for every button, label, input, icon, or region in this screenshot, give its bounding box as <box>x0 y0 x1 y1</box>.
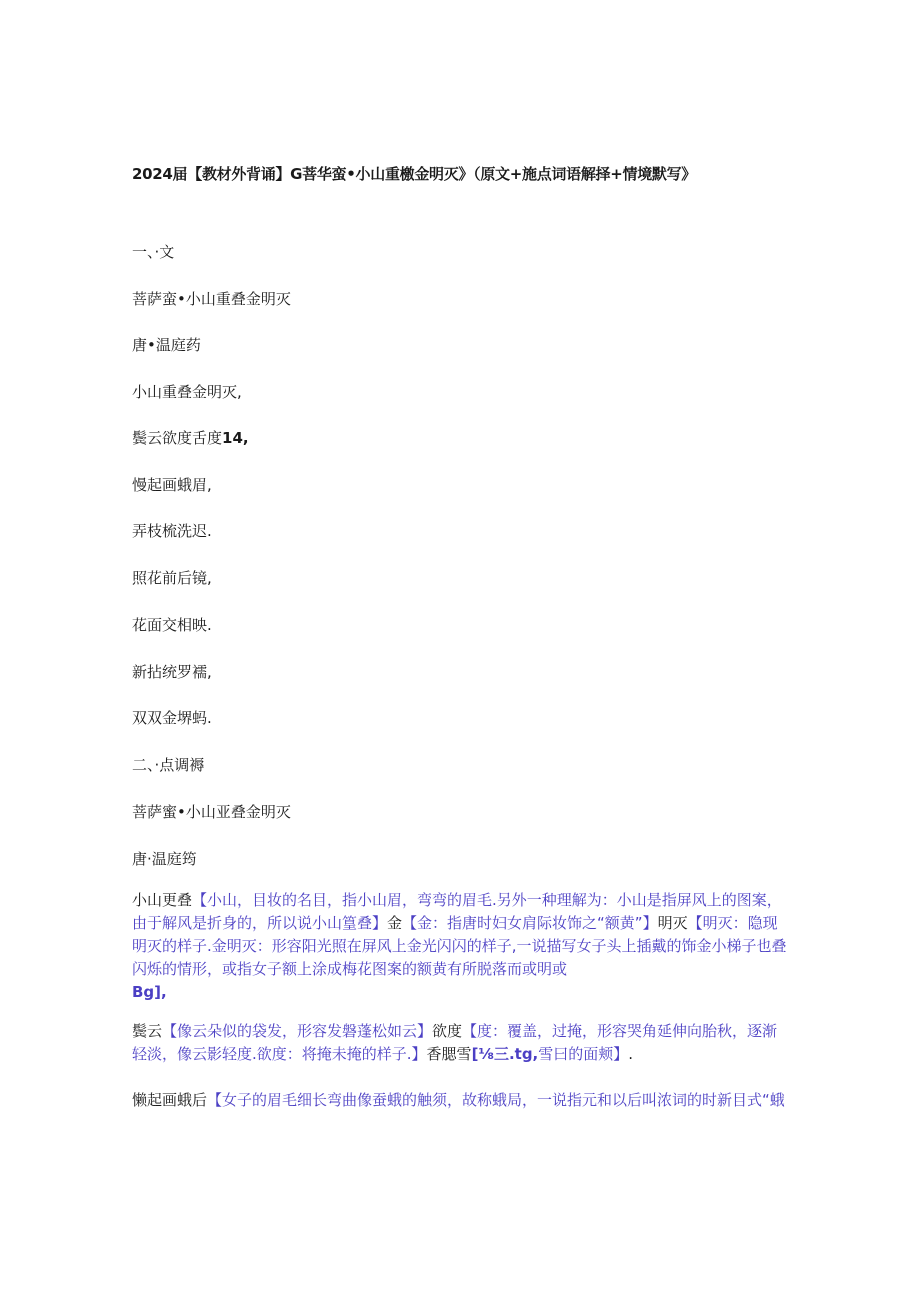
annotation-tail: Bg], <box>132 983 167 1001</box>
annotation-gloss: 【明灭：隐现明灭的样子.金明灭：形容阳光照在屏风上金光闪闪的样子,一说描写女子头上插戴的饰金小梯子也叠闪烁的情形，或指女子额上涂成梅花图案的额黄有所脱落而或明或 <box>132 914 787 978</box>
section-1-heading: 一、·文 <box>132 243 175 261</box>
document-title: 2024届【教材外背诵】G菩华蛮•小山重檄金明灭》（原文+施点词语解择+情境默写》 <box>132 165 696 183</box>
annotation-gloss: 雪曰的面颊】 <box>538 1045 629 1063</box>
poem-line-2-text: 鬓云欲度舌度 <box>132 429 223 447</box>
section-2-heading: 二、·点调褥 <box>132 756 205 774</box>
annotation-gloss: 【小山，目妆的名目，指小山眉，弯弯的眉毛.另外一种理解为：小山是指屏风上的图案，由于解风是折身的，所以说小山篁叠】 <box>132 891 782 932</box>
annotation-term: 懒起画蛾后 <box>132 1091 208 1109</box>
annotation-paragraph-2 <box>132 1020 792 1066</box>
poem-author: 唐•温庭药 <box>132 336 201 354</box>
poem-line-5: 照花前后镜, <box>132 569 212 587</box>
annotation-term: 欲度 <box>432 1022 463 1040</box>
annotation-paragraph-3 <box>132 1089 832 1112</box>
poem-line-1: 小山重叠金明灭, <box>132 383 242 401</box>
annotation-term: 小山更叠 <box>132 891 193 909</box>
annotation-gloss: 【女子的眉毛细长弯曲像蚕蛾的触须，故称蛾局，一说指元和以后叫浓词的时新目式“蛾 <box>207 1091 785 1109</box>
annotation-gloss: 【金：指唐时妇女肩际妆饰之“额黄”】 <box>402 914 658 932</box>
annotation-end: . <box>628 1045 634 1063</box>
annotation-term: 鬓云 <box>132 1022 163 1040</box>
poem-line-8: 双双金堺蚂. <box>132 709 212 727</box>
poem-line-2-suffix: 14, <box>222 429 249 447</box>
annotation-gloss: 【像云朵似的袋发，形容发磐蓬松如云】 <box>162 1022 433 1040</box>
annotation-term: 明灭 <box>657 914 688 932</box>
annotated-poem-author: 唐·温庭筠 <box>132 850 197 868</box>
annotation-gloss: 【度：覆盖，过掩，形容哭角延伸向胎秋，逐渐轻淡，像云影轻度.欲度：将掩未掩的样子.】 <box>132 1022 778 1063</box>
poem-line-2 <box>132 427 249 448</box>
annotation-term: 金 <box>387 914 403 932</box>
poem-line-4: 弄枝梳洗迟. <box>132 522 212 540</box>
poem-line-7: 新拈统罗襦, <box>132 663 212 681</box>
annotation-term: 香腮雪 <box>426 1045 472 1063</box>
poem-line-6: 花面交相映. <box>132 616 212 634</box>
annotated-poem-title: 菩萨蜜•小山亚叠金明灭 <box>132 803 291 821</box>
poem-line-3: 慢起画蛾眉, <box>132 476 212 494</box>
annotation-gloss-bold: [⅛三.tg, <box>471 1045 539 1063</box>
poem-title: 菩萨蛮•小山重叠金明灭 <box>132 290 291 308</box>
annotation-paragraph-1 <box>132 889 792 1004</box>
